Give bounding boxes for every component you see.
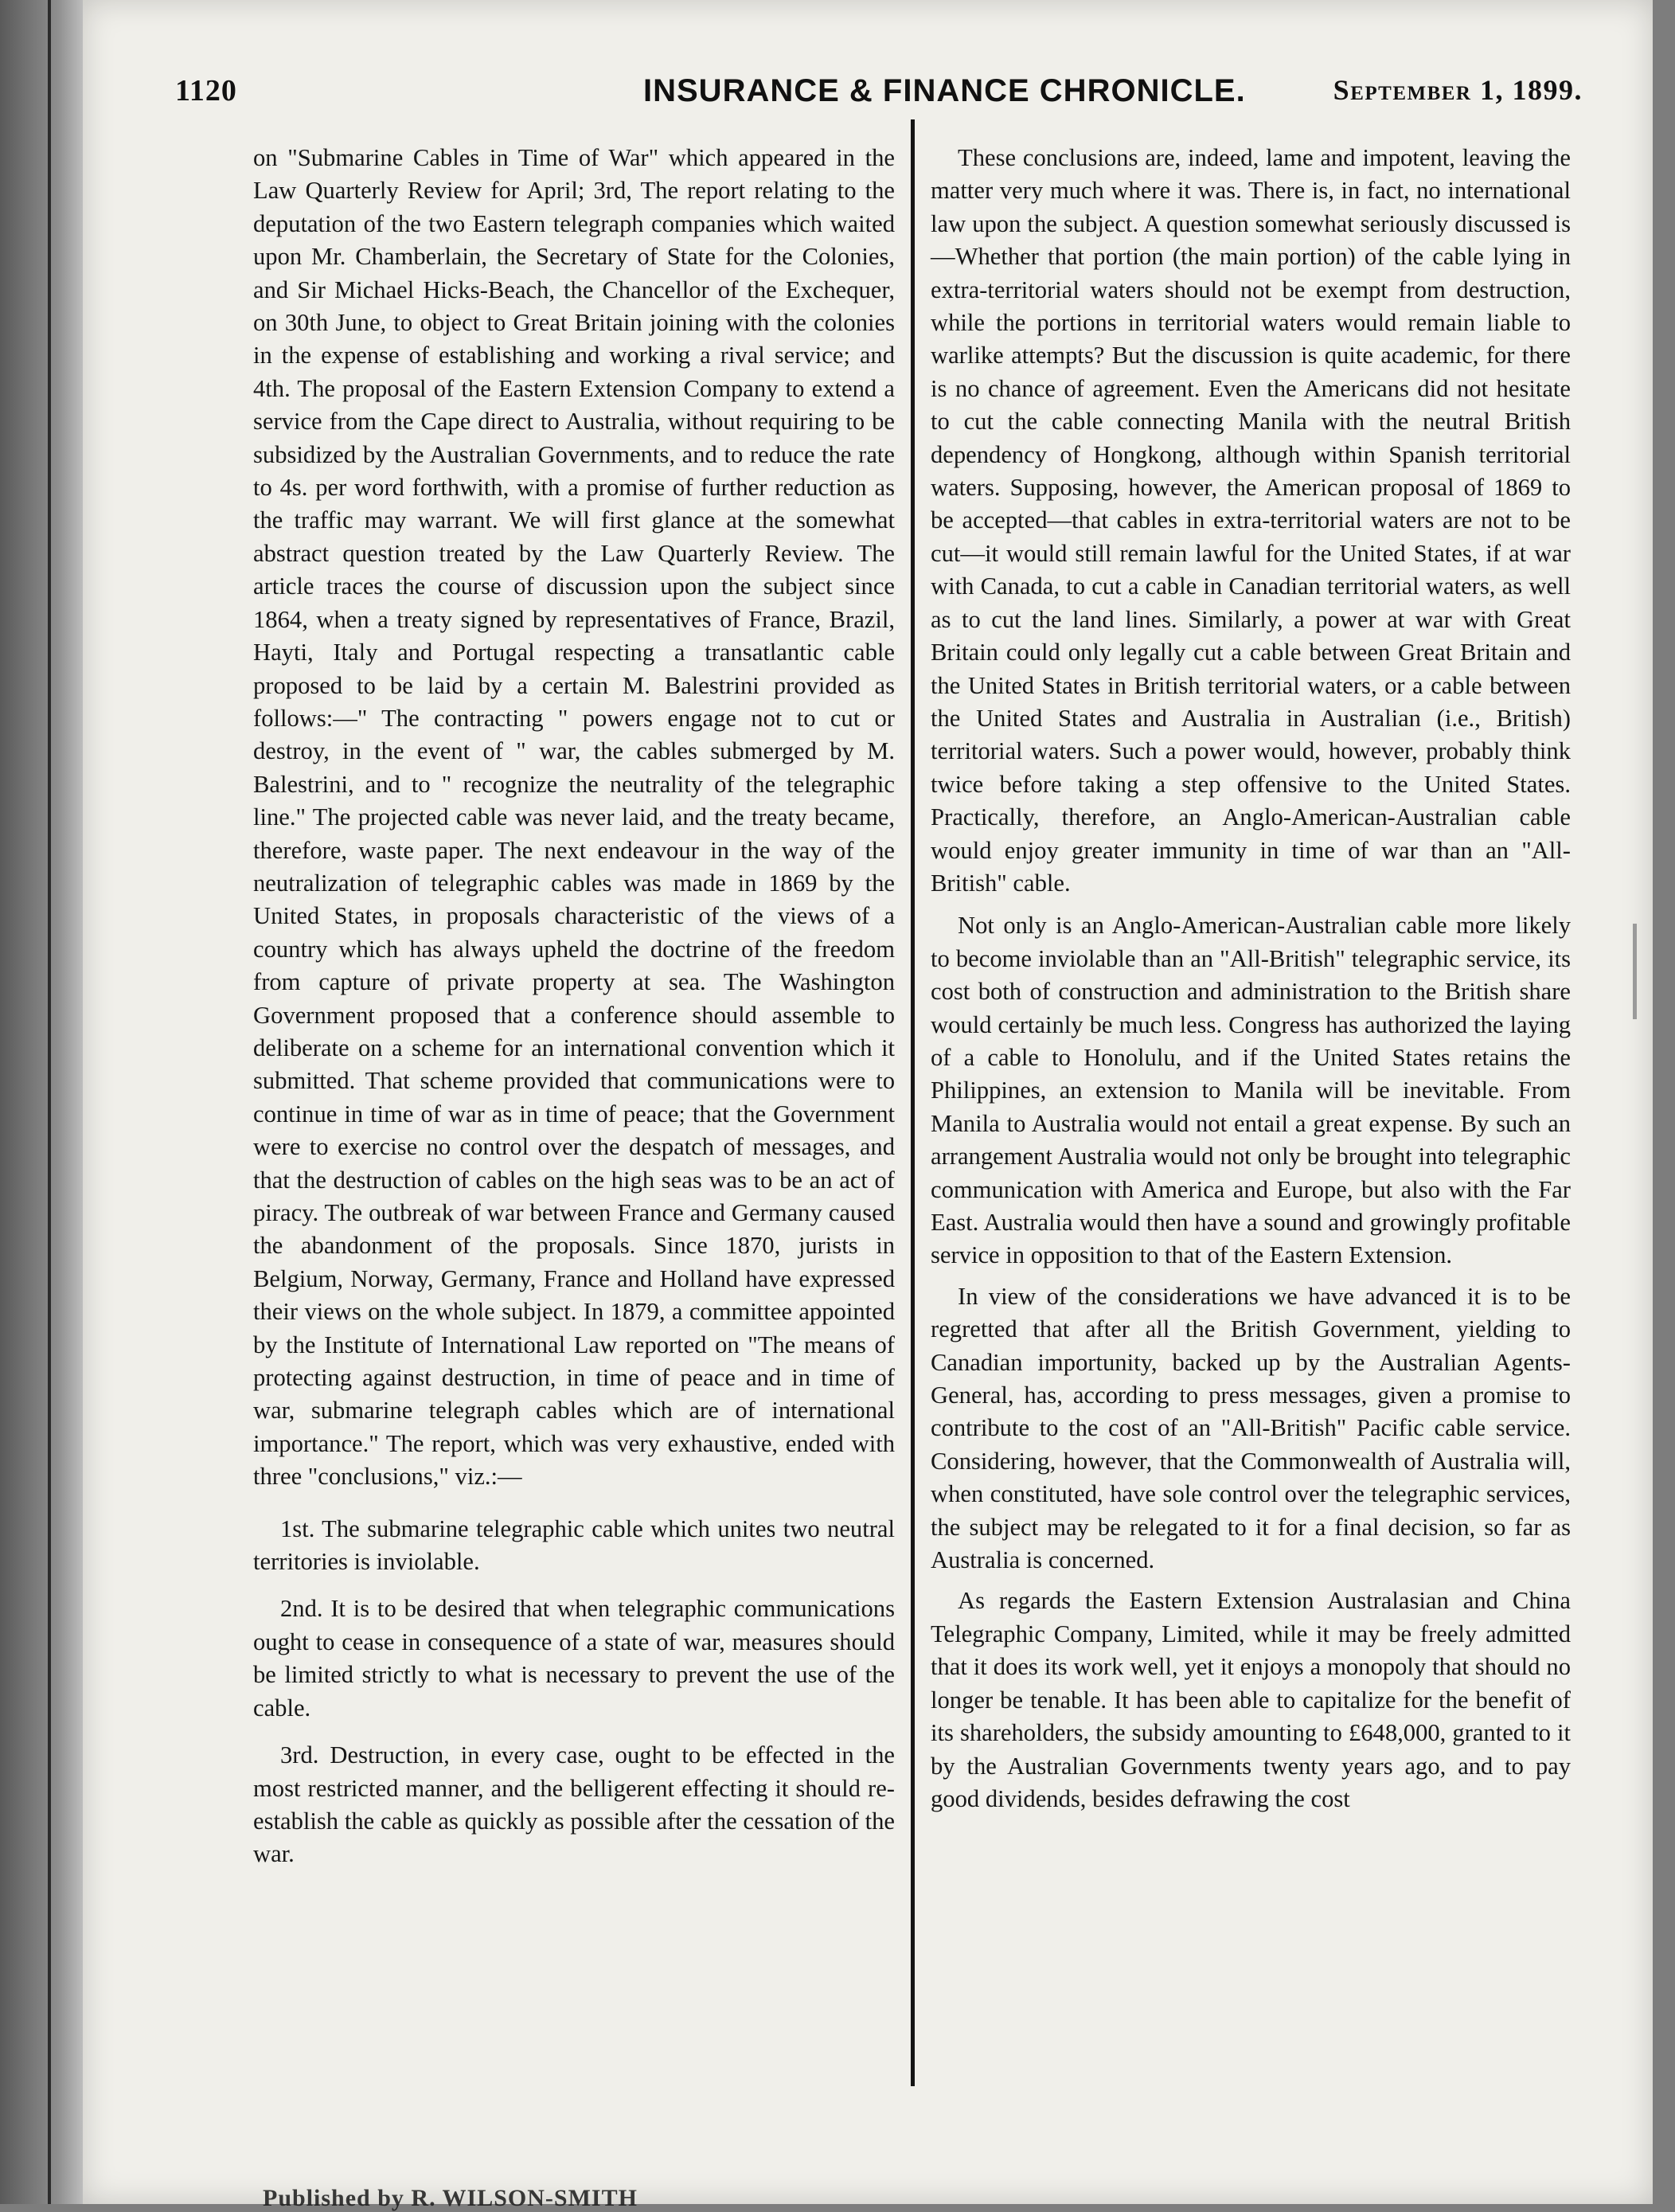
journal-title: INSURANCE & FINANCE CHRONICLE.	[643, 73, 1246, 108]
paragraph-anglo-american-cable: Not only is an Anglo-American-Australian cable more likely to become inviolable than an "All-British" telegraphic service, its cost both of construction and administration to the British share would certainly be much less. Congress has authorized the laying of a cable to Honolulu, and if the United States retains the Philippines, an extension to Manila will be inevitable. From Manila to Australia would not entail a great expense. By such an arrangement Australia would not only be brought into telegraphic communication with America and Europe, but also with the Far East. Australia would then have a sound and growingly profitable service in opposition to that of the Eastern Extension.	[931, 912, 1571, 1269]
paragraph-eastern-extension: As regards the Eastern Extension Australasian and China Telegraphic Company, Limited, while it may be freely admitted that it does its work well, yet it enjoys a monopoly that should no longer be tenable. It has been able to capitalize for the benefit of its shareholders, the subsidy amounting to £648,000, granted to it by the Australian Governments twenty years ago, and to pay good dividends, besides defrawing the cost	[931, 1587, 1571, 1812]
conclusion-third: 3rd. Destruction, in every case, ought to be effected in the most restricted manner, and the belligerent effecting it should re-establish the cable as quickly as possible after the cessation of the war.	[253, 1741, 895, 1868]
conclusion-second: 2nd. It is to be desired that when telegraphic communications ought to cease in consequence of a state of war, measures should be limited strictly to what is necessary to prevent the use of the cable.	[253, 1595, 895, 1722]
left-column	[253, 142, 895, 1886]
binding-rule	[48, 0, 51, 2204]
page-footer: Published by R. WILSON-SMITH	[263, 2185, 638, 2211]
paragraph-conclusions-lame: These conclusions are, indeed, lame and impotent, leaving the matter very much where it was. There is, in fact, no international law upon the subject. A question somewhat seriously discussed is—Whether that portion (the main portion) of the cable lying in extra-territorial waters should not be exempt from destruction, while the portions in territorial waters would remain liable to warlike attempts? But the discussion is quite academic, for there is no chance of agreement. Even the Americans did not hesitate to cut the cable connecting Manila with the neutral British dependency of Hongkong, although within Spanish territorial waters. Supposing, however, the American proposal of 1869 to be accepted—that cables in extra-territorial waters are not to be cut—it would still remain lawful for the United States, if at war with Canada, to cut a cable in Canadian territorial waters, as well as to cut the land lines. Similarly, a power at war with Great Britain could only legally cut a cable between Great Britain and the United States in British territorial waters, or a cable between the United States and Australia in Australian (i.e., British) territorial waters. Such a power would, however, probably think twice before taking a step offensive to the United States. Practically, therefore, an Anglo-American-Australian cable would enjoy greater immunity in time of war than an "All-British" cable.	[931, 144, 1571, 897]
paragraph-all-british-cable: In view of the considerations we have advanced it is to be regretted that after all the British Government, yielding to Canadian importunity, backed up by the Australian Agents-General, has, according to press messages, given a promise to contribute to the cost of an "All-British" Pacific cable service. Considering, however, that the Commonwealth of Australia will, when constituted, have sole control over the telegraphic services, the subject may be relegated to it for a final decision, so far as Australia is concerned.	[931, 1282, 1571, 1574]
page-number: 1120	[175, 74, 237, 107]
right-column	[931, 142, 1571, 1823]
scan-artifact	[1633, 924, 1637, 1019]
issue-date: September 1, 1899.	[1333, 74, 1583, 106]
conclusion-first: 1st. The submarine telegraphic cable which unites two neutral territories is inviolable.	[253, 1514, 895, 1576]
column-divider	[911, 119, 915, 2086]
page-gutter-shadow	[0, 0, 83, 2204]
left-column-body: on "Submarine Cables in Time of War" which appeared in the Law Quarterly Review for April; 3rd, The report relating to the deputation of the two Eastern telegraph companies which waited upon Mr. Chamberlain, the Secretary of State for the Colonies, and Sir Michael Hicks-Beach, the Chancellor of the Exchequer, on 30th June, to object to Great Britain joining with the colonies in the expense of establishing and working a rival service; and 4th. The proposal of the Eastern Extension Company to extend a service from the Cape direct to Australia, without requiring to be subsidized by the Australian Governments, and to reduce the rate to 4s. per word forthwith, with a promise of further reduction as the traffic may warrant. We will first glance at the somewhat abstract question treated by the Law Quarterly Review. The article traces the course of discussion upon the subject since 1864, when a treaty signed by representatives of France, Brazil, Hayti, Italy and Portugal respecting a transatlantic cable proposed to be laid by a certain M. Balestrini provided as follows:—" The contracting " powers engage not to cut or destroy, in the event of " war, the cables submerged by M. Balestrini, and to " recognize the neutrality of the telegraphic line." The projected cable was never laid, and the treaty became, therefore, waste paper. The next endeavour in the way of the neutralization of telegraphic cables was made in 1869 by the United States, in proposals characteristic of the views of a country which has always upheld the doctrine of the freedom from capture of private property at sea. The Washington Government proposed that a conference should assemble to deliberate on a scheme for an international convention which it submitted. That scheme provided that communications were to continue in time of war as in time of peace; that the Government were to exercise no control over the despatch of messages, and that the destruction of cables on the high seas was to be an act of piracy. The outbreak of war between France and Germany caused the abandonment of the proposals. Since 1870, jurists in Belgium, Norway, Germany, France and Holland have expressed their views on the whole subject. In 1879, a committee appointed by the Institute of International Law reported on "The means of protecting against destruction, in time of peace and in time of war, submarine telegraph cables which are of international importance." The report, which was very exhaustive, ended with three "conclusions," viz.:—	[253, 144, 895, 1491]
page-header	[175, 73, 1583, 113]
